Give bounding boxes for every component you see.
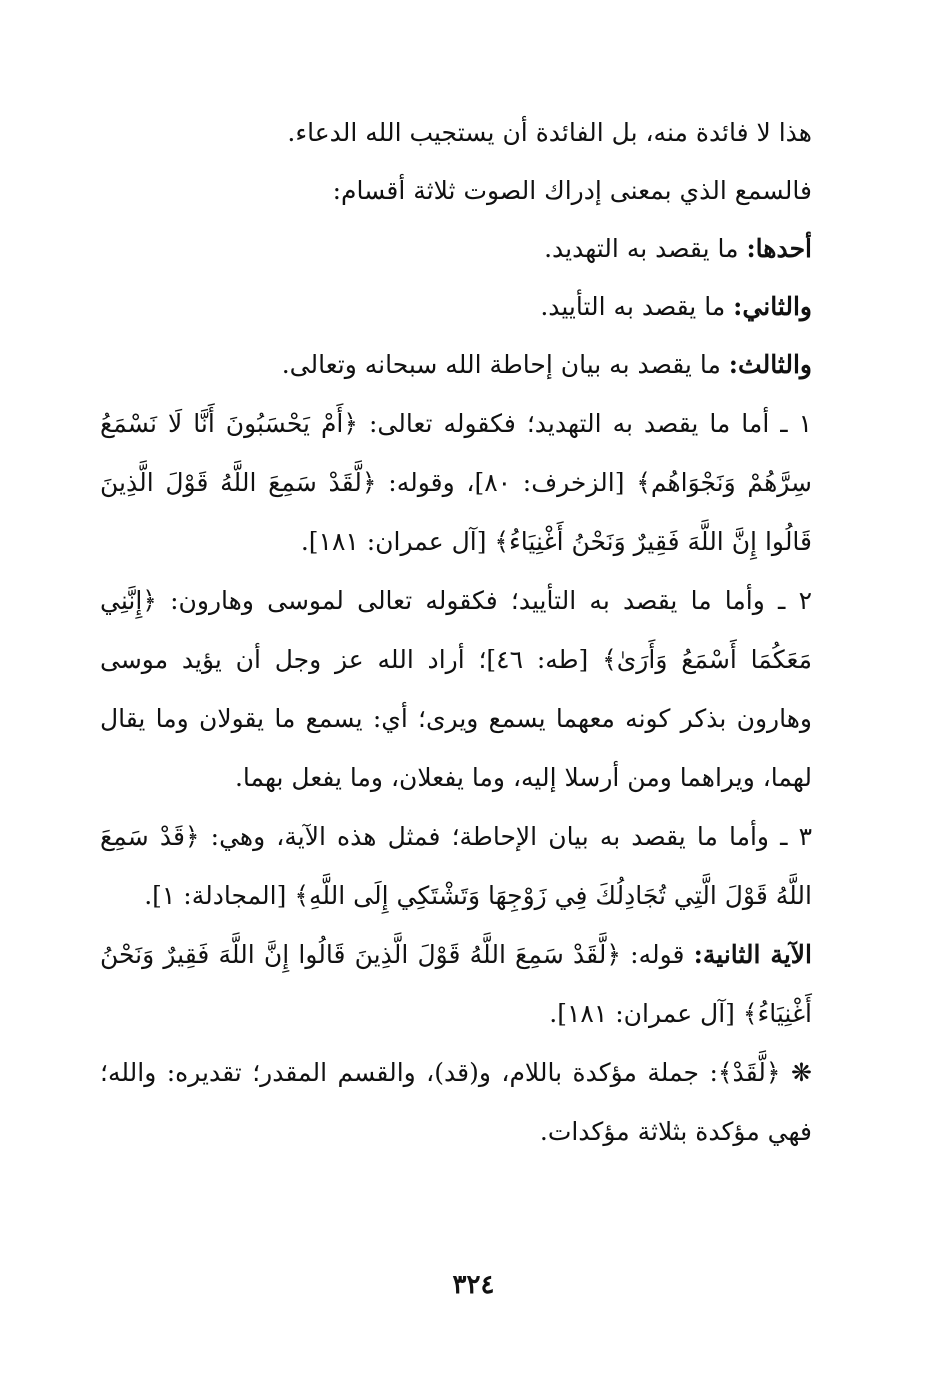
category-text: ما يقصد به التهديد. [544, 234, 747, 263]
paragraph-threat: ١ ـ أما ما يقصد به التهديد؛ فكقوله تعالى: ﴿أَمْ يَحْسَبُونَ أَنَّا لَا نَسْمَعُ سِرَّهُمْ وَنَجْوَاهُم﴾ [الزخرف: ٨٠]، وقوله: ﴿لَّقَدْ سَمِعَ اللَّهُ قَوْلَ الَّذِينَ قَالُوا إِنَّ اللَّهَ فَقِيرٌ وَنَحْنُ أَغْنِيَاءُ﴾ [آل عمران: ١٨١]. [100, 409, 812, 556]
category-label: والثاني: [733, 292, 812, 321]
category-label: أحدها: [746, 234, 812, 263]
paragraph-support: ٢ ـ وأما ما يقصد به التأييد؛ فكقوله تعالى لموسى وهارون: ﴿إِنَّنِي مَعَكُمَا أَسْمَعُ وَأَرَىٰ﴾ [طه: ٤٦]؛ أراد الله عز وجل أن يؤيد موسى وهارون بذكر كونه معهما يسمع ويرى؛ أي: يسمع ما يقولان وما يقال لهما، ويراهما ومن أرسلا إليه، وما يفعلان، وما يفعل بهما. [100, 586, 812, 792]
category-item [100, 336, 812, 394]
second-verse-label: الآية الثانية: [693, 940, 812, 969]
page-body [100, 100, 812, 1161]
category-item [100, 220, 812, 278]
category-text: ما يقصد به بيان إحاطة الله سبحانه وتعالى. [281, 350, 729, 379]
paragraph-emphasis-note: ❋ ﴿لَّقَدْ﴾: جملة مؤكدة باللام، و(قد)، والقسم المقدر؛ تقديره: والله؛ فهي مؤكدة بثلاثة مؤكدات. [100, 1058, 812, 1146]
category-label: والثالث: [728, 350, 812, 379]
intro-line: هذا لا فائدة منه، بل الفائدة أن يستجيب الله الدعاء. [287, 118, 812, 147]
category-item [100, 278, 812, 336]
page-number: ٣٢٤ [452, 1270, 495, 1300]
paragraph-encompassing: ٣ ـ وأما ما يقصد به بيان الإحاطة؛ فمثل هذه الآية، وهي: ﴿قَدْ سَمِعَ اللَّهُ قَوْلَ الَّتِي تُجَادِلُكَ فِي زَوْجِهَا وَتَشْتَكِي إِلَى اللَّهِ﴾ [المجادلة: ١]. [100, 822, 812, 910]
hearing-categories-line: فالسمع الذي بمعنى إدراك الصوت ثلاثة أقسام: [332, 176, 812, 205]
paragraph-second-verse [100, 925, 812, 1043]
second-verse-text: قوله: ﴿لَّقَدْ سَمِعَ اللَّهُ قَوْلَ الَّذِينَ قَالُوا إِنَّ اللَّهَ فَقِيرٌ وَنَحْنُ أَغْنِيَاءُ﴾ [آل عمران: ١٨١]. [100, 940, 812, 1028]
category-text: ما يقصد به التأييد. [540, 292, 734, 321]
